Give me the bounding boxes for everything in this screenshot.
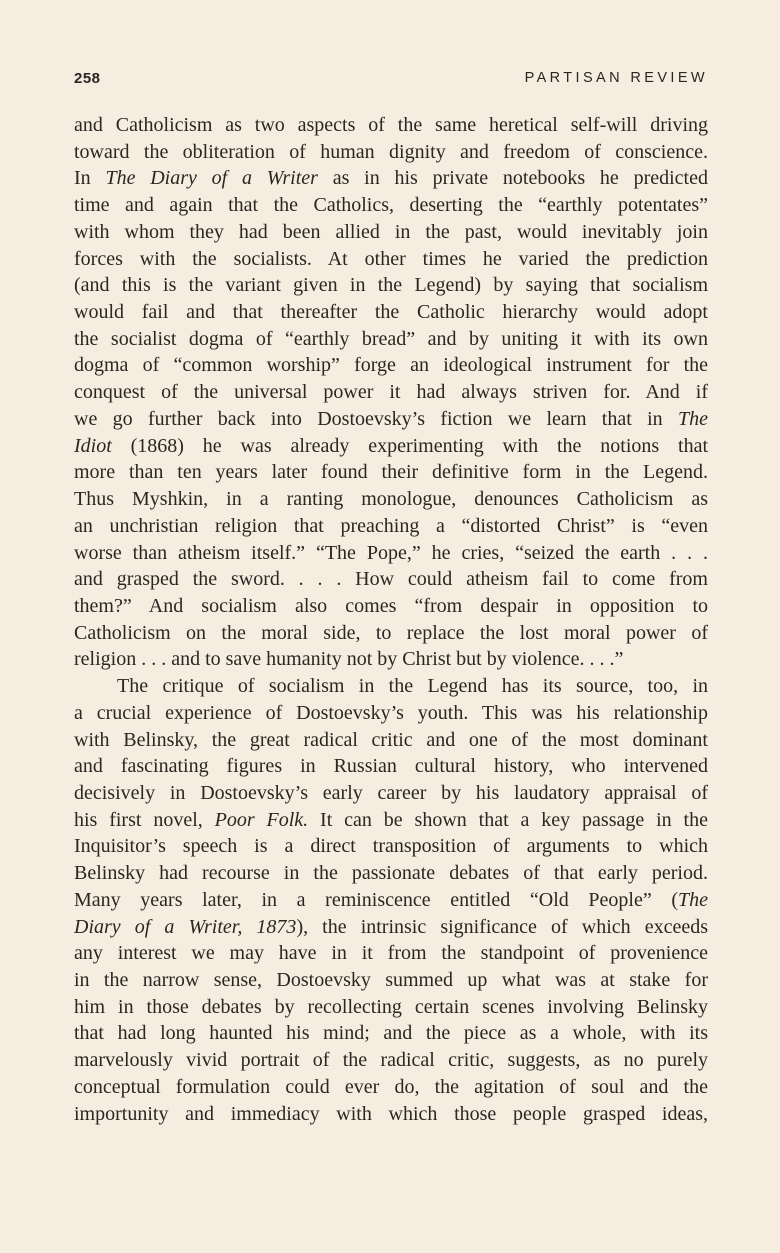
italic-text: Diary of a Writer, 1873 xyxy=(74,915,297,938)
text-segment: any interest we may have in it from the standpoint of provenience xyxy=(74,942,708,965)
text-line xyxy=(74,646,708,673)
text-line xyxy=(74,272,708,299)
text-line xyxy=(74,433,708,460)
text-segment: in the narrow sense, Dostoevsky summed up what was at stake for xyxy=(74,969,708,991)
text-segment: with whom they had been allied in the past, would inevitably join xyxy=(74,220,708,243)
text-line xyxy=(74,994,708,1021)
text-segment: In xyxy=(74,167,106,190)
text-line xyxy=(74,1101,708,1128)
text-line xyxy=(74,860,708,887)
text-line xyxy=(74,780,708,807)
text-segment: marvelously vivid portrait of the radical critic, suggests, as no purely xyxy=(74,1049,708,1072)
text-segment: It can be shown that a key passage in the xyxy=(308,808,708,831)
text-line xyxy=(74,406,708,433)
text-line xyxy=(74,887,708,914)
italic-text: Poor Folk. xyxy=(214,808,309,831)
text-line xyxy=(74,700,708,727)
text-segment: forces with the socialists. At other times he varied the prediction xyxy=(74,247,708,270)
text-segment: conceptual formulation could ever do, the agitation of soul and the xyxy=(74,1075,708,1098)
text-segment: Belinsky had recourse in the passionate debates of that early period. xyxy=(74,862,708,885)
text-segment: decisively in Dostoevsky’s early career by his laudatory appraisal of xyxy=(74,781,708,804)
italic-text: The Diary of a Writer xyxy=(105,167,318,190)
text-line xyxy=(74,326,708,353)
text-segment: ), the intrinsic significance of which exceeds xyxy=(296,915,708,938)
text-segment: (1868) he was already experimenting with the notions that xyxy=(111,434,708,457)
text-line xyxy=(74,807,708,834)
text-line xyxy=(74,513,708,540)
text-segment: his first novel, xyxy=(74,808,215,831)
text-line xyxy=(74,459,708,486)
text-line xyxy=(74,967,708,994)
text-segment: Thus Myshkin, in a ranting monologue, denounces Catholicism as xyxy=(74,488,708,511)
text-line xyxy=(74,673,708,700)
text-segment: would fail and that thereafter the Catholic hierarchy would adopt xyxy=(74,301,708,324)
text-line xyxy=(74,486,708,513)
text-segment: time and again that the Catholics, deserting the “earthly potentates” xyxy=(74,194,708,217)
text-segment: as in his private notebooks he predicted xyxy=(317,167,708,190)
text-line xyxy=(74,727,708,754)
text-line xyxy=(74,165,708,192)
text-segment: that had long haunted his mind; and the piece as a whole, with its xyxy=(74,1022,708,1045)
text-segment: with Belinsky, the great radical critic and one of the most dominant xyxy=(74,728,708,751)
text-segment: conquest of the universal power it had always striven for. And if xyxy=(74,381,708,404)
text-segment: worse than atheism itself.” “The Pope,” he cries, “seized the earth . . . xyxy=(74,541,708,564)
text-line xyxy=(74,192,708,219)
text-line xyxy=(74,940,708,967)
text-line xyxy=(74,914,708,941)
text-segment: toward the obliteration of human dignity and freedom of conscience. xyxy=(74,140,708,163)
text-line xyxy=(74,540,708,567)
body-text xyxy=(74,112,708,1127)
journal-title: PARTISAN REVIEW xyxy=(524,70,708,86)
text-line xyxy=(74,219,708,246)
text-segment: dogma of “common worship” forge an ideological instrument for the xyxy=(74,354,708,377)
text-line xyxy=(74,379,708,406)
running-head xyxy=(74,70,708,94)
text-line xyxy=(74,566,708,593)
text-segment: Inquisitor’s speech is a direct transposition of arguments to which xyxy=(74,835,708,858)
text-segment: we go further back into Dostoevsky’s fiction we learn that in xyxy=(74,407,678,430)
italic-text: Idiot xyxy=(74,434,112,457)
text-segment: a crucial experience of Dostoevsky’s youth. This was his relationship xyxy=(74,701,708,724)
text-line xyxy=(74,1074,708,1101)
text-segment: (and this is the variant given in the Legend) by saying that socialism xyxy=(74,274,708,297)
text-line xyxy=(74,1047,708,1074)
text-line xyxy=(74,139,708,166)
text-line xyxy=(74,1020,708,1047)
text-line xyxy=(74,833,708,860)
text-line xyxy=(74,112,708,139)
text-segment: the socialist dogma of “earthly bread” and by uniting it with its own xyxy=(74,327,708,350)
text-segment: Many years later, in a reminiscence entitled “Old People” ( xyxy=(74,888,678,911)
text-segment: religion . . . and to save humanity not by Christ but by violence. . . .” xyxy=(74,648,624,671)
text-segment: them?” And socialism also comes “from despair in opposition to xyxy=(74,594,708,617)
page-number: 258 xyxy=(74,70,101,87)
text-segment: more than ten years later found their definitive form in the Legend. xyxy=(74,461,708,484)
text-segment: him in those debates by recollecting certain scenes involving Belinsky xyxy=(74,995,708,1018)
text-line xyxy=(74,620,708,647)
text-line xyxy=(74,299,708,326)
text-segment: and grasped the sword. . . . How could atheism fail to come from xyxy=(74,568,708,591)
text-line xyxy=(74,246,708,273)
italic-text: The xyxy=(678,407,708,430)
text-segment: The critique of socialism in the Legend has its source, too, in xyxy=(117,675,708,698)
text-line xyxy=(74,352,708,379)
text-segment: Catholicism on the moral side, to replace the lost moral power of xyxy=(74,621,708,644)
text-line xyxy=(74,593,708,620)
text-line xyxy=(74,753,708,780)
text-segment: and fascinating figures in Russian cultural history, who intervened xyxy=(74,755,708,778)
text-segment: an unchristian religion that preaching a “distorted Christ” is “even xyxy=(74,514,708,537)
italic-text: The xyxy=(678,888,708,911)
text-segment: and Catholicism as two aspects of the same heretical self-will driving xyxy=(74,114,708,136)
text-segment: importunity and immediacy with which those people grasped ideas, xyxy=(74,1102,708,1125)
